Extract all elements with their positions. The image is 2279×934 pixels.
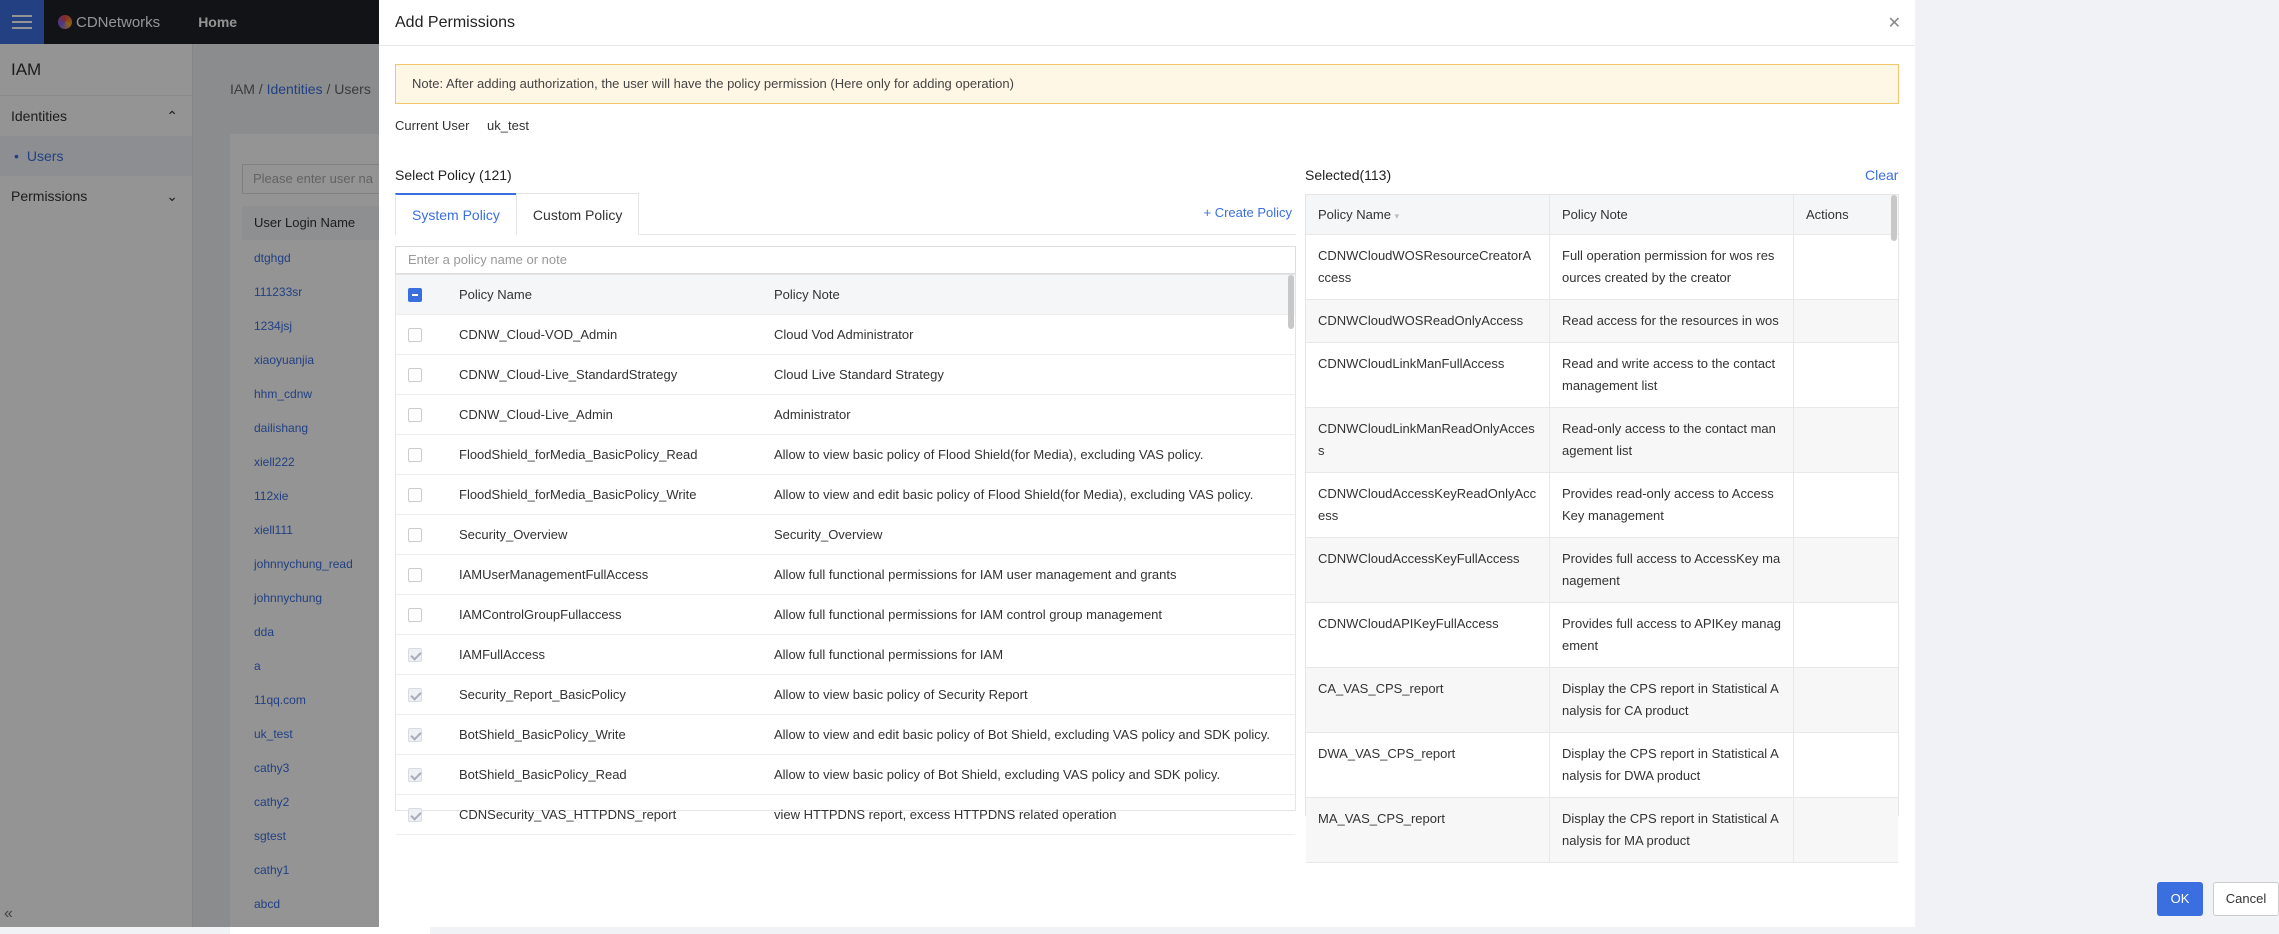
selected-policy-note: Read and write access to the contact management list (1550, 343, 1794, 407)
policy-name: BotShield_BasicPolicy_Write (459, 727, 626, 742)
clear-button[interactable]: Clear (1865, 167, 1899, 183)
user-row-link[interactable]: 112xie (254, 489, 289, 503)
selected-policy-name: CDNWCloudAccessKeyReadOnlyAccess (1306, 473, 1550, 537)
selected-actions-cell[interactable] (1794, 668, 1898, 732)
policy-name: FloodShield_forMedia_BasicPolicy_Read (459, 447, 698, 462)
policy-checkbox[interactable] (408, 408, 422, 422)
add-permissions-drawer (379, 0, 2267, 927)
policy-note: Cloud Live Standard Strategy (774, 367, 944, 382)
selected-row (1306, 473, 1898, 538)
policy-name: IAMFullAccess (459, 647, 545, 662)
policy-name: CDNW_Cloud-Live_StandardStrategy (459, 367, 678, 382)
user-row-link[interactable]: uk_test (254, 727, 293, 741)
policy-checkbox[interactable] (408, 528, 422, 542)
selected-policy-name: CDNWCloudAccessKeyFullAccess (1306, 538, 1550, 602)
selected-policy-name: CA_VAS_CPS_report (1306, 668, 1550, 732)
policy-checkbox[interactable] (408, 328, 422, 342)
policy-row[interactable] (396, 395, 1295, 435)
selected-actions-cell[interactable] (1794, 798, 1898, 862)
user-search-input[interactable]: Please enter user na (242, 164, 402, 194)
user-login-name-header: User Login Name (242, 206, 442, 240)
user-row-link[interactable]: 1234jsj (254, 319, 293, 333)
selected-policy-note: Display the CPS report in Statistical Analysis for DWA product (1550, 733, 1794, 797)
sort-icon: ▾ (1394, 211, 1400, 221)
cancel-button[interactable]: Cancel (2213, 882, 2279, 916)
drawer-title: Add Permissions (395, 13, 516, 31)
sidebar-group-label: Identities (11, 108, 68, 124)
current-user-value: uk_test (487, 118, 529, 133)
selected-policy-name: CDNWCloudLinkManFullAccess (1306, 343, 1550, 407)
user-row-link[interactable]: cathy1 (254, 863, 290, 877)
selected-row (1306, 343, 1898, 408)
policy-row[interactable] (396, 675, 1295, 715)
policy-name: Security_Overview (459, 527, 568, 542)
policy-name: FloodShield_forMedia_BasicPolicy_Write (459, 487, 697, 502)
nav-home-link[interactable]: Home (198, 14, 238, 30)
ok-button[interactable]: OK (2157, 882, 2203, 916)
policy-note: Allow to view basic policy of Bot Shield, excluding VAS policy and SDK policy. (774, 767, 1221, 782)
selected-actions-cell[interactable] (1794, 343, 1898, 407)
selected-policy-name: MA_VAS_CPS_report (1306, 798, 1550, 862)
policy-row[interactable] (396, 315, 1295, 355)
policy-checkbox[interactable] (408, 648, 422, 662)
user-row-link[interactable]: a (254, 659, 261, 673)
selected-title: Selected(113) (1305, 167, 1392, 183)
user-row-link[interactable]: dtghgd (254, 251, 291, 265)
selected-row (1306, 668, 1898, 733)
policy-table-scrollbar[interactable] (1288, 275, 1294, 329)
double-chevron-left-icon[interactable]: « (4, 905, 13, 922)
user-row-link[interactable]: cathy3 (254, 761, 290, 775)
user-row-link[interactable]: sgtest (254, 829, 287, 843)
policy-note: Allow to view and edit basic policy of Bot Shield, excluding VAS policy and SDK policy. (774, 727, 1270, 742)
selected-policy-note: Display the CPS report in Statistical Analysis for CA product (1550, 668, 1794, 732)
policy-note: Security_Overview (774, 527, 883, 542)
user-row-link[interactable]: xiell222 (254, 455, 295, 469)
policy-note: Allow to view basic policy of Security Report (774, 687, 1028, 702)
policy-name: IAMUserManagementFullAccess (459, 567, 649, 582)
selected-policy-name: CDNWCloudWOSReadOnlyAccess (1306, 300, 1550, 342)
policy-search-input[interactable]: Enter a policy name or note (395, 246, 1296, 274)
policy-row[interactable] (396, 795, 1295, 835)
selected-policy-note: Provides read-only access to Access Key management (1550, 473, 1794, 537)
selected-table-scrollbar[interactable] (1891, 195, 1897, 241)
policy-checkbox[interactable] (408, 608, 422, 622)
policy-checkbox[interactable] (408, 728, 422, 742)
selected-actions-cell[interactable] (1794, 300, 1898, 342)
policy-name: CDNW_Cloud-VOD_Admin (459, 327, 618, 342)
policy-row[interactable] (396, 515, 1295, 555)
policy-note: Allow full functional permissions for IAM (774, 647, 1004, 662)
select-all-checkbox[interactable] (408, 288, 422, 302)
current-user (395, 118, 529, 133)
selected-policy-note: Provides full access to AccessKey management (1550, 538, 1794, 602)
selected-policy-name: DWA_VAS_CPS_report (1306, 733, 1550, 797)
selected-row (1306, 300, 1898, 343)
create-policy-link[interactable]: + Create Policy (1203, 205, 1292, 220)
policy-name: CDNSecurity_VAS_HTTPDNS_report (459, 807, 677, 822)
policy-note: Allow full functional permissions for IAM control group management (774, 607, 1163, 622)
user-row-link[interactable]: 11qq.com (254, 693, 306, 707)
policy-note: Allow to view basic policy of Flood Shield(for Media), excluding VAS policy. (774, 447, 1204, 462)
selected-policy-note: Read access for the resources in wos (1550, 300, 1794, 342)
policy-row[interactable] (396, 755, 1295, 795)
user-row-link[interactable]: johnnychung_read (254, 557, 353, 571)
policy-row[interactable] (396, 595, 1295, 635)
policy-note: view HTTPDNS report, excess HTTPDNS related operation (774, 807, 1117, 822)
policy-row[interactable] (396, 555, 1295, 595)
breadcrumb: IAM / Identities / Users (230, 81, 371, 97)
selected-policy-name: CDNWCloudAPIKeyFullAccess (1306, 603, 1550, 667)
policy-checkbox[interactable] (408, 768, 422, 782)
sidebar-title: IAM (0, 44, 192, 96)
policy-name: CDNW_Cloud-Live_Admin (459, 407, 613, 422)
selected-actions-cell[interactable] (1794, 603, 1898, 667)
selected-actions-cell[interactable] (1794, 235, 1898, 299)
sidebar-group-label: Permissions (11, 188, 88, 204)
policy-name: Security_Report_BasicPolicy (459, 687, 626, 702)
select-policy-title: Select Policy (121) (395, 167, 512, 183)
selected-policy-name: CDNWCloudLinkManReadOnlyAccess (1306, 408, 1550, 472)
tab-custom-policy[interactable]: Custom Policy (516, 193, 639, 235)
brand-name: CDNetworks (76, 13, 161, 31)
policy-name: IAMControlGroupFullaccess (459, 607, 622, 622)
selected-table-header (1306, 195, 1898, 235)
chevron-up-icon: ⌃ (166, 107, 178, 124)
selected-policy-note: Read-only access to the contact management list (1550, 408, 1794, 472)
user-row-link[interactable]: 111233sr (254, 285, 303, 299)
selected-row (1306, 798, 1898, 863)
policy-name: BotShield_BasicPolicy_Read (459, 767, 627, 782)
policy-table-header (396, 275, 1295, 315)
user-row-link[interactable]: dailishang (254, 421, 309, 435)
selected-actions-cell[interactable] (1794, 473, 1898, 537)
user-row-link[interactable]: hhm_cdnw (254, 387, 313, 401)
user-row-link[interactable]: xiell111 (254, 523, 293, 537)
note-banner: Note: After adding authorization, the user will have the policy permission (Here only for adding operation) (395, 64, 1899, 104)
policy-note: Allow to view and edit basic policy of Flood Shield(for Media), excluding VAS policy. (774, 487, 1254, 502)
policy-tabs (395, 193, 1296, 235)
policy-checkbox[interactable] (408, 448, 422, 462)
policy-row[interactable] (396, 475, 1295, 515)
selected-row (1306, 733, 1898, 798)
current-user-label: Current User (395, 118, 470, 133)
tab-system-policy[interactable]: System Policy (395, 193, 517, 235)
selected-policy-note-header: Policy Note (1550, 195, 1794, 234)
sidebar-item-users[interactable]: • Users (0, 136, 192, 176)
breadcrumb-users: Users (334, 81, 371, 97)
user-row-link[interactable]: abcd (254, 897, 281, 911)
selected-policy-note: Display the CPS report in Statistical Analysis for MA product (1550, 798, 1794, 862)
policy-row[interactable] (396, 715, 1295, 755)
policy-note: Cloud Vod Administrator (774, 327, 914, 342)
policy-row[interactable] (396, 355, 1295, 395)
selected-actions-cell[interactable] (1794, 733, 1898, 797)
policy-note: Allow full functional permissions for IAM user management and grants (774, 567, 1177, 582)
policy-name-header: Policy Name (459, 287, 532, 302)
policy-checkbox[interactable] (408, 568, 422, 582)
selected-actions-cell[interactable] (1794, 538, 1898, 602)
policy-checkbox[interactable] (408, 488, 422, 502)
breadcrumb-identities[interactable]: Identities (266, 81, 323, 97)
selected-row (1306, 538, 1898, 603)
selected-policy-name-header[interactable]: Policy Name ▾ (1306, 195, 1550, 234)
selected-policy-name: CDNWCloudWOSResourceCreatorAccess (1306, 235, 1550, 299)
policy-checkbox[interactable] (408, 808, 422, 822)
user-row-link[interactable]: johnnychung (254, 591, 323, 605)
policy-row[interactable] (396, 435, 1295, 475)
user-row-link[interactable]: cathy2 (254, 795, 290, 809)
selected-table (1305, 194, 1899, 848)
selected-row (1306, 235, 1898, 300)
policy-row[interactable] (396, 635, 1295, 675)
selected-row (1306, 603, 1898, 668)
close-icon[interactable]: ✕ (1887, 14, 1901, 32)
policy-checkbox[interactable] (408, 368, 422, 382)
policy-note-header: Policy Note (774, 287, 840, 302)
selected-policy-note: Full operation permission for wos resources created by the creator (1550, 235, 1794, 299)
selected-row (1306, 408, 1898, 473)
breadcrumb-iam[interactable]: IAM (230, 81, 255, 97)
selected-actions-cell[interactable] (1794, 408, 1898, 472)
chevron-down-icon: ⌄ (166, 187, 178, 204)
user-row-link[interactable]: dda (254, 625, 275, 639)
policy-note: Administrator (774, 407, 851, 422)
user-row-link[interactable]: xiaoyuanjia (254, 353, 315, 367)
selected-actions-header: Actions (1806, 207, 1849, 222)
drawer-header (379, 0, 1915, 46)
selected-policy-note: Provides full access to APIKey management (1550, 603, 1794, 667)
policy-checkbox[interactable] (408, 688, 422, 702)
policy-table (395, 274, 1296, 822)
